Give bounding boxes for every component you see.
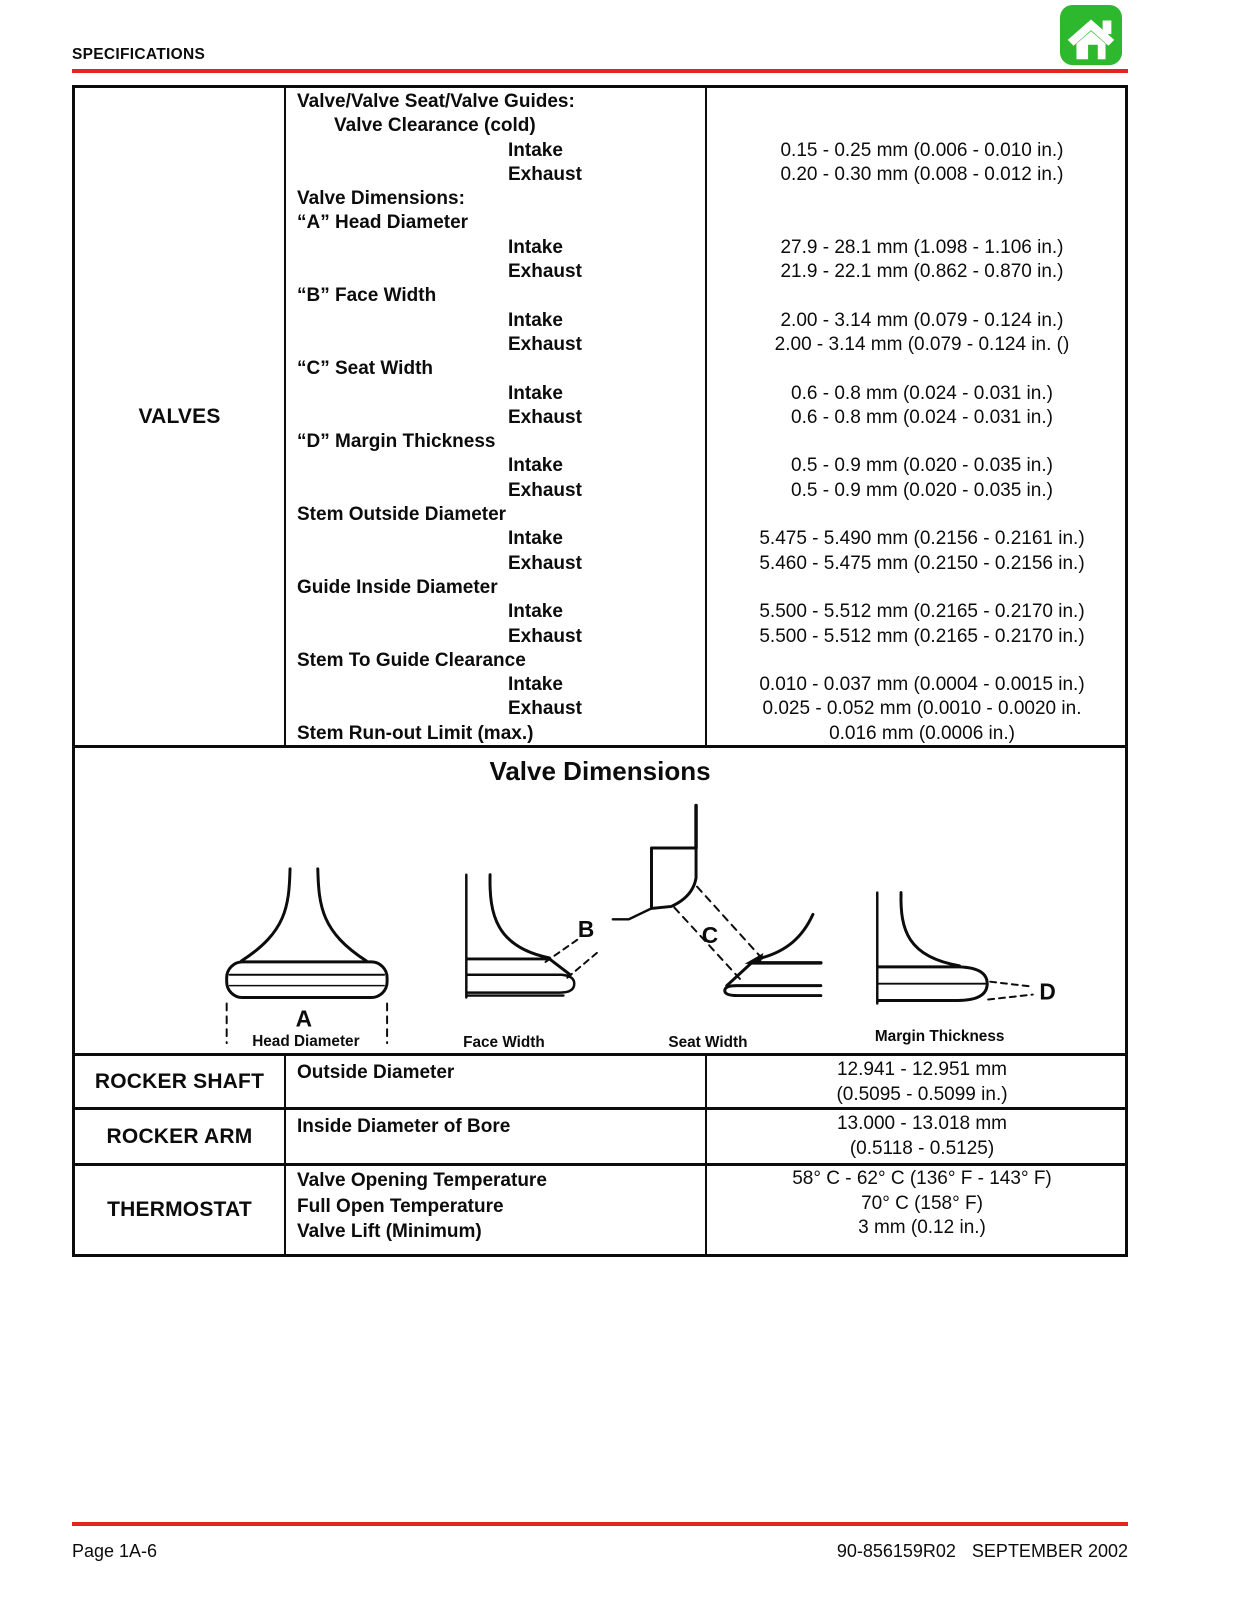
diagram-letter-c: C (701, 922, 719, 949)
valve-spec-value: 0.15 - 0.25 mm (0.006 - 0.010 in.) (780, 139, 1064, 161)
valve-spec-label: Exhaust (508, 552, 582, 574)
diagram-letter-d: D (1039, 978, 1056, 1005)
valve-spec-value: 0.20 - 0.30 mm (0.008 - 0.012 in.) (780, 163, 1064, 185)
valve-spec-labels (286, 88, 707, 745)
valve-spec-label: Exhaust (508, 625, 582, 647)
footer-page-number: Page 1A-6 (72, 1541, 158, 1561)
rocker-arm-value-mm: 13.000 - 13.018 mm (836, 1113, 1008, 1134)
valve-spec-value: 0.016 mm (0.0006 in.) (829, 722, 1015, 744)
valve-spec-value (719, 187, 1125, 211)
valve-spec-value (719, 576, 1125, 600)
valve-spec-label: Stem Run-out Limit (max.) (297, 722, 534, 744)
valve-spec-value (719, 430, 1125, 454)
diagram-title: Valve Dimensions (489, 756, 711, 786)
home-icon (1058, 4, 1124, 68)
rocker-shaft-row (75, 1056, 1125, 1110)
valve-spec-label: Intake (508, 236, 563, 258)
rocker-shaft-section-label: ROCKER SHAFT (75, 1056, 286, 1107)
valve-spec-value (719, 114, 1125, 138)
valve-spec-label: “D” Margin Thickness (297, 431, 496, 453)
rocker-arm-section-label: ROCKER ARM (75, 1110, 286, 1163)
valve-spec-value: 5.475 - 5.490 mm (0.2156 - 0.2161 in.) (759, 528, 1085, 550)
valve-spec-value: 5.500 - 5.512 mm (0.2165 - 0.2170 in.) (759, 625, 1085, 647)
rocker-arm-value-in: (0.5118 - 0.5125) (849, 1138, 995, 1159)
rocker-shaft-value-in: (0.5095 - 0.5099 in.) (836, 1084, 1008, 1105)
valve-spec-value: 0.6 - 0.8 mm (0.024 - 0.031 in.) (791, 406, 1053, 428)
valve-spec-value: 21.9 - 22.1 mm (0.862 - 0.870 in.) (780, 261, 1064, 283)
valve-spec-label: “A” Head Diameter (297, 212, 469, 234)
valve-spec-value: 5.460 - 5.475 mm (0.2150 - 0.2156 in.) (759, 552, 1085, 574)
valve-spec-values (707, 88, 1125, 745)
footer-doc-number: 90-856159R02 (836, 1541, 956, 1561)
valve-spec-label: Exhaust (508, 261, 582, 283)
valve-spec-value (719, 284, 1125, 308)
thermostat-label-opening: Valve Opening Temperature (297, 1170, 547, 1191)
footer-rule (72, 1522, 1128, 1526)
valve-spec-value (719, 90, 1125, 114)
valve-dimensions-diagram (75, 748, 1125, 1053)
footer-doc-info (837, 1541, 1128, 1562)
valve-spec-value (719, 649, 1125, 673)
valve-spec-label: “B” Face Width (297, 285, 437, 307)
valve-spec-label: Intake (508, 139, 563, 161)
valve-spec-value: 2.00 - 3.14 mm (0.079 - 0.124 in.) (780, 309, 1064, 331)
valve-spec-label: Exhaust (508, 333, 582, 355)
valves-row (75, 88, 1125, 748)
valve-spec-label: Exhaust (508, 479, 582, 501)
valve-spec-label: Exhaust (508, 163, 582, 185)
page-title: SPECIFICATIONS (72, 46, 206, 63)
valve-dimensions-section (75, 748, 1125, 1056)
thermostat-value-opening: 58° C - 62° C (136° F - 143° F) (792, 1168, 1052, 1189)
valve-spec-label: Intake (508, 528, 563, 550)
rocker-shaft-value-mm: 12.941 - 12.951 mm (836, 1059, 1008, 1080)
valve-spec-label: “C” Seat Width (297, 358, 433, 380)
thermostat-label-full-open: Full Open Temperature (297, 1195, 504, 1217)
thermostat-section-label: THERMOSTAT (75, 1166, 286, 1254)
valve-spec-value (719, 357, 1125, 381)
valve-spec-value: 0.010 - 0.037 mm (0.0004 - 0.0015 in.) (759, 674, 1085, 696)
valve-spec-label: Intake (508, 382, 563, 404)
footer-date: SEPTEMBER 2002 (971, 1541, 1128, 1561)
valve-spec-label: Intake (508, 455, 563, 477)
diagram-letter-a: A (295, 1005, 313, 1032)
valve-spec-label: Intake (508, 601, 563, 623)
valve-spec-label: Stem To Guide Clearance (297, 649, 526, 671)
valve-spec-label: Valve Dimensions: (297, 188, 465, 210)
diagram-caption-face-width: Face Width (463, 1034, 545, 1052)
valve-spec-value (719, 211, 1125, 235)
valve-spec-value: 0.6 - 0.8 mm (0.024 - 0.031 in.) (791, 382, 1053, 404)
valve-spec-label: Valve/Valve Seat/Valve Guides: (297, 91, 575, 112)
diagram-letter-b: B (577, 916, 595, 943)
valve-spec-label: Exhaust (508, 698, 582, 720)
rocker-shaft-spec-label: Outside Diameter (297, 1062, 455, 1083)
valve-spec-value: 2.00 - 3.14 mm (0.079 - 0.124 in. () (774, 333, 1070, 355)
valve-spec-value: 0.5 - 0.9 mm (0.020 - 0.035 in.) (791, 479, 1053, 501)
rocker-arm-spec-label: Inside Diameter of Bore (297, 1116, 511, 1137)
home-button[interactable] (1058, 4, 1124, 68)
valves-section-label: VALVES (75, 88, 286, 745)
valve-spec-label: Guide Inside Diameter (297, 576, 498, 598)
valve-spec-value (719, 503, 1125, 527)
header-rule (72, 69, 1128, 73)
spec-table (72, 85, 1128, 1257)
valve-spec-value: 5.500 - 5.512 mm (0.2165 - 0.2170 in.) (759, 601, 1085, 623)
thermostat-value-full-open: 70° C (158° F) (861, 1192, 983, 1214)
diagram-caption-margin-thickness: Margin Thickness (874, 1028, 1005, 1046)
valve-spec-label: Exhaust (508, 406, 582, 428)
valve-spec-value: 0.025 - 0.052 mm (0.0010 - 0.0020 in. (762, 698, 1082, 720)
valve-spec-label: Intake (508, 309, 563, 331)
diagram-caption-seat-width: Seat Width (668, 1034, 748, 1052)
valve-spec-value: 0.5 - 0.9 mm (0.020 - 0.035 in.) (791, 455, 1053, 477)
valve-spec-value: 27.9 - 28.1 mm (1.098 - 1.106 in.) (780, 236, 1064, 258)
thermostat-value-valve-lift: 3 mm (0.12 in.) (858, 1217, 986, 1238)
valve-spec-label: Stem Outside Diameter (297, 504, 507, 526)
valve-spec-label: Valve Clearance (cold) (334, 115, 536, 137)
valve-spec-label: Intake (508, 674, 563, 696)
thermostat-row (75, 1166, 1125, 1254)
rocker-arm-row (75, 1110, 1125, 1166)
thermostat-label-valve-lift: Valve Lift (Minimum) (297, 1221, 482, 1242)
diagram-caption-head-diameter: Head Diameter (252, 1033, 360, 1051)
